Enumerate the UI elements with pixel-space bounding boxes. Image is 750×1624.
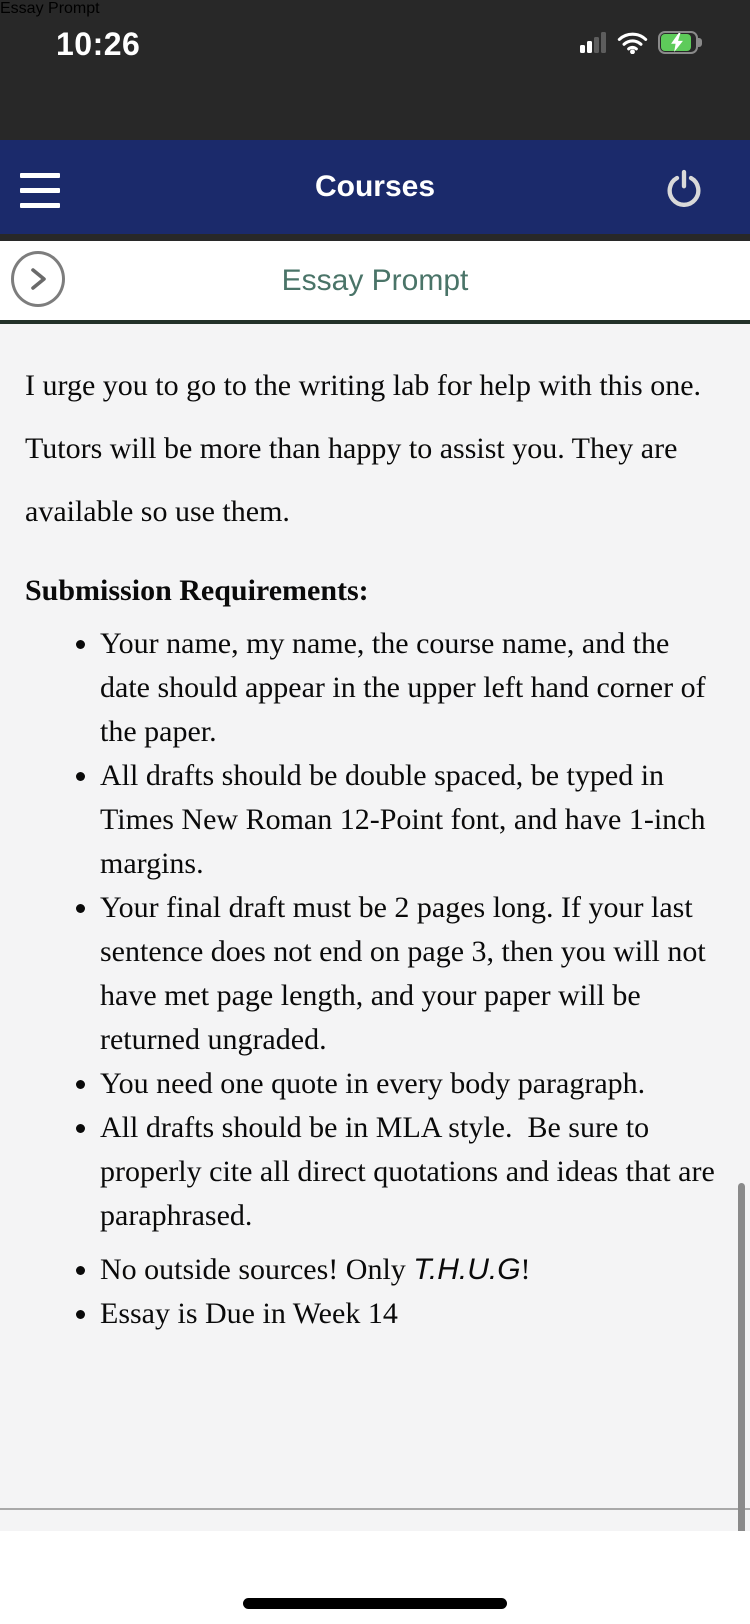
list-item-text: ! [520, 1253, 531, 1286]
power-icon[interactable] [664, 167, 704, 207]
cellular-signal-icon [580, 32, 607, 53]
breadcrumb-bar [0, 241, 750, 324]
battery-charging-icon [658, 31, 704, 54]
hamburger-menu-icon[interactable] [20, 172, 60, 208]
list-item: • Your final draft must be 2 pages long. If your last sentence does not end on page 3, then you will not have met page length, and your paper will be returned ungraded. [100, 886, 720, 1062]
scrollbar-thumb[interactable] [738, 1183, 745, 1553]
clock: 10:26 [56, 26, 141, 62]
requirements-list [25, 622, 750, 1336]
list-item-text: No outside sources! Only [100, 1253, 414, 1286]
list-item [100, 1248, 720, 1292]
list-item: • You need one quote in every body paragraph. [100, 1062, 720, 1106]
footer [0, 1531, 750, 1624]
content-panel[interactable] [0, 324, 750, 1531]
list-item: • All drafts should be in MLA style. Be sure to properly cite all direct quotations and ideas that are paraphrased. [100, 1106, 720, 1238]
intro-paragraph: I urge you to go to the writing lab for help with this one. Tutors will be more than happy to assist you. They are available so use them. [25, 369, 702, 528]
nav-bar [0, 140, 750, 234]
breadcrumb-title: Essay Prompt [281, 264, 469, 297]
requirements-heading: Submission Requirements: [25, 574, 369, 607]
nav-title: Courses [314, 170, 436, 203]
content-bottom-divider [0, 1508, 750, 1510]
status-icons [580, 31, 704, 54]
list-item: • Essay is Due in Week 14 [100, 1292, 720, 1336]
list-item-emphasis: T.H.U.G [413, 1253, 521, 1286]
modal-title: Essay Prompt [0, 0, 100, 17]
list-item: • All drafts should be double spaced, be typed in Times New Roman 12-Point font, and have 1-inch margins. [100, 754, 720, 886]
lightning-bolt-icon [669, 33, 685, 52]
list-item: • Your name, my name, the course name, and the date should appear in the upper left hand corner of the paper. [100, 622, 720, 754]
home-indicator[interactable] [243, 1598, 507, 1609]
wifi-icon [617, 31, 648, 54]
